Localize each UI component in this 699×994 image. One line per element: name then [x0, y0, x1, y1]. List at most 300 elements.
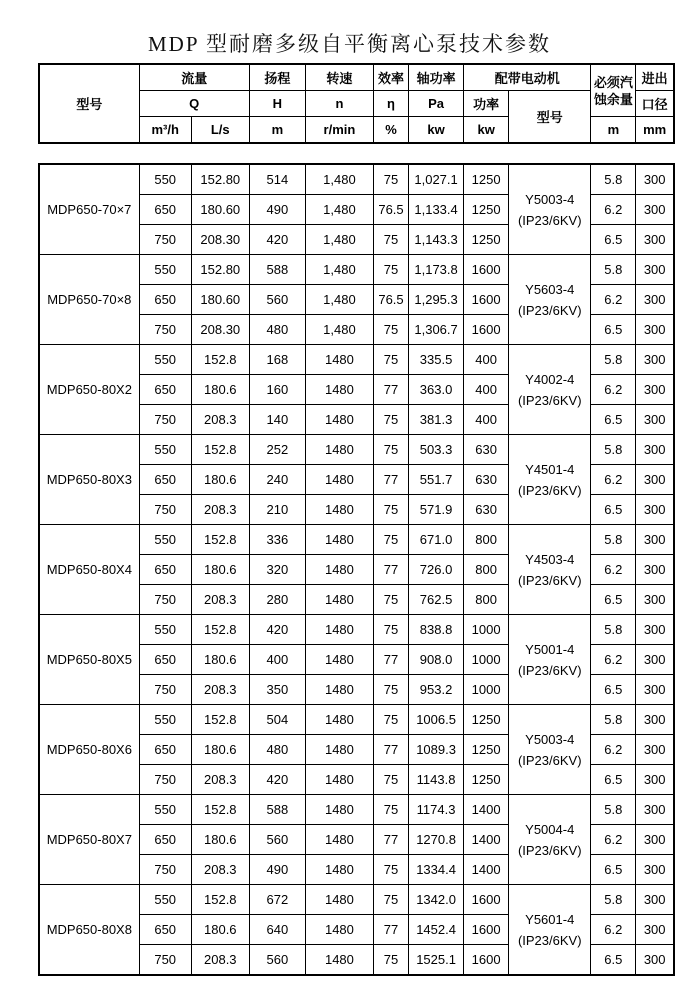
q-m3h-cell: 650	[139, 645, 191, 675]
n-cell: 1480	[305, 735, 373, 765]
h-cell: 588	[249, 255, 305, 285]
q-m3h-cell: 550	[139, 705, 191, 735]
kw-cell: 400	[464, 375, 509, 405]
q-m3h-cell: 650	[139, 735, 191, 765]
motor-frame-value: (IP23/6KV)	[517, 212, 582, 228]
pump-model-cell: MDP650-80X4	[39, 525, 139, 615]
n-cell: 1,480	[305, 195, 373, 225]
n-cell: 1480	[305, 945, 373, 976]
h-cell: 560	[249, 825, 305, 855]
kw-cell: 1600	[464, 255, 509, 285]
data-row	[39, 705, 674, 735]
n-cell: 1,480	[305, 255, 373, 285]
motor-model-cell	[509, 255, 591, 345]
data-row	[39, 435, 674, 465]
npsh-cell: 6.5	[591, 585, 636, 615]
n-cell: 1480	[305, 825, 373, 855]
npsh-cell: 6.5	[591, 855, 636, 885]
pa-cell: 1270.8	[409, 825, 464, 855]
kw-cell: 800	[464, 555, 509, 585]
eta-cell: 77	[373, 555, 408, 585]
n-cell: 1480	[305, 795, 373, 825]
kw-cell: 800	[464, 525, 509, 555]
eta-cell: 75	[373, 495, 408, 525]
h-cell: 560	[249, 285, 305, 315]
kw-cell: 1250	[464, 705, 509, 735]
q-ls-cell: 208.3	[191, 855, 249, 885]
n-cell: 1480	[305, 405, 373, 435]
motor-model-value: Y4501-4	[525, 461, 575, 477]
port-cell: 300	[636, 765, 674, 795]
eta-cell: 75	[373, 855, 408, 885]
n-cell: 1480	[305, 555, 373, 585]
q-ls-cell: 208.30	[191, 315, 249, 345]
eta-cell: 75	[373, 255, 408, 285]
npsh-cell: 6.2	[591, 375, 636, 405]
motor-model-value: Y5603-4	[525, 281, 575, 297]
npsh-cell: 6.5	[591, 765, 636, 795]
port-cell: 300	[636, 495, 674, 525]
pa-cell: 335.5	[409, 345, 464, 375]
port-cell: 300	[636, 645, 674, 675]
npsh-cell: 5.8	[591, 795, 636, 825]
pa-cell: 1,306.7	[409, 315, 464, 345]
h-cell: 640	[249, 915, 305, 945]
h-cell: 672	[249, 885, 305, 915]
q-ls-cell: 180.6	[191, 375, 249, 405]
q-ls-cell: 152.8	[191, 525, 249, 555]
q-ls-cell: 152.8	[191, 795, 249, 825]
port-cell: 300	[636, 855, 674, 885]
q-m3h-cell: 550	[139, 885, 191, 915]
eta-cell: 76.5	[373, 195, 408, 225]
pa-cell: 1,133.4	[409, 195, 464, 225]
q-m3h-cell: 750	[139, 585, 191, 615]
unit-efficiency: %	[373, 117, 408, 144]
port-cell: 300	[636, 555, 674, 585]
q-m3h-cell: 650	[139, 915, 191, 945]
col-header-port-line1: 进出	[636, 64, 674, 91]
q-ls-cell: 180.6	[191, 555, 249, 585]
h-cell: 280	[249, 585, 305, 615]
n-cell: 1480	[305, 675, 373, 705]
npsh-cell: 5.8	[591, 615, 636, 645]
pa-cell: 953.2	[409, 675, 464, 705]
q-m3h-cell: 750	[139, 315, 191, 345]
npsh-label-line1: 必须汽	[593, 74, 633, 90]
motor-model-value: Y4002-4	[525, 371, 575, 387]
eta-cell: 75	[373, 164, 408, 195]
motor-model-value: Y5001-4	[525, 641, 575, 657]
q-m3h-cell: 750	[139, 405, 191, 435]
npsh-cell: 6.2	[591, 915, 636, 945]
eta-cell: 75	[373, 945, 408, 976]
q-m3h-cell: 550	[139, 435, 191, 465]
data-row	[39, 525, 674, 555]
q-ls-cell: 180.6	[191, 825, 249, 855]
eta-cell: 75	[373, 765, 408, 795]
pa-cell: 1,173.8	[409, 255, 464, 285]
unit-motor-power: kw	[464, 117, 509, 144]
npsh-cell: 6.2	[591, 195, 636, 225]
motor-frame-value: (IP23/6KV)	[517, 482, 582, 498]
unit-speed: r/min	[305, 117, 373, 144]
port-cell: 300	[636, 735, 674, 765]
unit-flow-ls: L/s	[191, 117, 249, 144]
kw-cell: 1250	[464, 225, 509, 255]
unit-flow-m3h: m³/h	[139, 117, 191, 144]
h-cell: 160	[249, 375, 305, 405]
kw-cell: 1250	[464, 195, 509, 225]
h-cell: 168	[249, 345, 305, 375]
kw-cell: 1600	[464, 915, 509, 945]
q-ls-cell: 208.3	[191, 405, 249, 435]
eta-cell: 77	[373, 915, 408, 945]
kw-cell: 1600	[464, 945, 509, 976]
npsh-cell: 6.2	[591, 645, 636, 675]
h-cell: 350	[249, 675, 305, 705]
n-cell: 1480	[305, 465, 373, 495]
motor-model-value: Y4503-4	[525, 551, 575, 567]
pump-model-cell: MDP650-80X7	[39, 795, 139, 885]
q-ls-cell: 152.8	[191, 885, 249, 915]
pa-cell: 908.0	[409, 645, 464, 675]
pump-model-cell: MDP650-80X6	[39, 705, 139, 795]
unit-npsh: m	[591, 117, 636, 144]
eta-cell: 77	[373, 735, 408, 765]
pa-cell: 381.3	[409, 405, 464, 435]
n-cell: 1480	[305, 855, 373, 885]
port-cell: 300	[636, 915, 674, 945]
q-ls-cell: 180.6	[191, 915, 249, 945]
motor-frame-value: (IP23/6KV)	[517, 842, 582, 858]
h-cell: 504	[249, 705, 305, 735]
col-header-efficiency-symbol: η	[373, 91, 408, 117]
q-ls-cell: 208.3	[191, 945, 249, 976]
pump-model-cell: MDP650-80X3	[39, 435, 139, 525]
port-cell: 300	[636, 885, 674, 915]
n-cell: 1480	[305, 585, 373, 615]
col-header-flow: 流量	[139, 64, 249, 91]
npsh-cell: 6.5	[591, 495, 636, 525]
pa-cell: 1143.8	[409, 765, 464, 795]
port-cell: 300	[636, 795, 674, 825]
q-ls-cell: 152.80	[191, 255, 249, 285]
h-cell: 480	[249, 735, 305, 765]
pa-cell: 551.7	[409, 465, 464, 495]
q-m3h-cell: 750	[139, 855, 191, 885]
q-ls-cell: 180.60	[191, 285, 249, 315]
port-cell: 300	[636, 285, 674, 315]
h-cell: 420	[249, 765, 305, 795]
pa-cell: 1089.3	[409, 735, 464, 765]
page-title: MDP 型耐磨多级自平衡离心泵技术参数	[148, 32, 551, 56]
q-ls-cell: 180.6	[191, 465, 249, 495]
data-row	[39, 164, 674, 195]
eta-cell: 77	[373, 645, 408, 675]
q-m3h-cell: 550	[139, 255, 191, 285]
motor-model-value: Y5003-4	[525, 191, 575, 207]
n-cell: 1,480	[305, 225, 373, 255]
q-m3h-cell: 750	[139, 675, 191, 705]
h-cell: 480	[249, 315, 305, 345]
h-cell: 588	[249, 795, 305, 825]
kw-cell: 630	[464, 435, 509, 465]
eta-cell: 75	[373, 615, 408, 645]
motor-frame-value: (IP23/6KV)	[517, 662, 582, 678]
h-cell: 400	[249, 645, 305, 675]
pump-model-cell: MDP650-80X8	[39, 885, 139, 976]
eta-cell: 77	[373, 465, 408, 495]
port-cell: 300	[636, 255, 674, 285]
n-cell: 1480	[305, 435, 373, 465]
eta-cell: 75	[373, 705, 408, 735]
motor-frame-value: (IP23/6KV)	[517, 572, 582, 588]
pump-model-cell: MDP650-80X5	[39, 615, 139, 705]
q-m3h-cell: 750	[139, 495, 191, 525]
motor-model-cell	[509, 435, 591, 525]
pa-cell: 1006.5	[409, 705, 464, 735]
kw-cell: 1400	[464, 795, 509, 825]
port-cell: 300	[636, 225, 674, 255]
h-cell: 490	[249, 195, 305, 225]
q-m3h-cell: 550	[139, 164, 191, 195]
q-m3h-cell: 550	[139, 525, 191, 555]
col-header-model: 型号	[39, 64, 139, 143]
header-row-1	[39, 64, 674, 91]
port-cell: 300	[636, 825, 674, 855]
kw-cell: 630	[464, 495, 509, 525]
eta-cell: 75	[373, 225, 408, 255]
kw-cell: 1000	[464, 645, 509, 675]
q-m3h-cell: 650	[139, 375, 191, 405]
npsh-cell: 6.2	[591, 735, 636, 765]
kw-cell: 630	[464, 465, 509, 495]
n-cell: 1480	[305, 495, 373, 525]
kw-cell: 1000	[464, 675, 509, 705]
q-m3h-cell: 750	[139, 765, 191, 795]
col-header-port-line2: 口径	[636, 91, 674, 117]
motor-model-value: Y5003-4	[525, 731, 575, 747]
motor-frame-value: (IP23/6KV)	[517, 392, 582, 408]
pa-cell: 726.0	[409, 555, 464, 585]
data-row	[39, 795, 674, 825]
h-cell: 560	[249, 945, 305, 976]
motor-frame-value: (IP23/6KV)	[517, 752, 582, 768]
npsh-cell: 6.2	[591, 465, 636, 495]
col-header-efficiency: 效率	[373, 64, 408, 91]
kw-cell: 1600	[464, 315, 509, 345]
motor-frame-value: (IP23/6KV)	[517, 302, 582, 318]
data-row	[39, 345, 674, 375]
npsh-cell: 6.5	[591, 945, 636, 976]
eta-cell: 75	[373, 675, 408, 705]
col-header-motor: 配带电动机	[464, 64, 591, 91]
data-row	[39, 885, 674, 915]
port-cell: 300	[636, 945, 674, 976]
port-cell: 300	[636, 315, 674, 345]
pa-cell: 1334.4	[409, 855, 464, 885]
data-row	[39, 615, 674, 645]
npsh-cell: 5.8	[591, 705, 636, 735]
q-ls-cell: 180.6	[191, 735, 249, 765]
pa-cell: 503.3	[409, 435, 464, 465]
n-cell: 1,480	[305, 164, 373, 195]
npsh-cell: 6.5	[591, 405, 636, 435]
q-m3h-cell: 650	[139, 825, 191, 855]
col-header-speed: 转速	[305, 64, 373, 91]
n-cell: 1480	[305, 375, 373, 405]
pa-cell: 363.0	[409, 375, 464, 405]
q-ls-cell: 208.30	[191, 225, 249, 255]
col-header-shaft-power: 轴功率	[409, 64, 464, 91]
h-cell: 336	[249, 525, 305, 555]
port-cell: 300	[636, 705, 674, 735]
port-cell: 300	[636, 195, 674, 225]
q-ls-cell: 152.8	[191, 345, 249, 375]
header-table	[38, 63, 675, 144]
kw-cell: 1250	[464, 164, 509, 195]
n-cell: 1480	[305, 645, 373, 675]
col-header-speed-symbol: n	[305, 91, 373, 117]
kw-cell: 1250	[464, 735, 509, 765]
pa-cell: 1,295.3	[409, 285, 464, 315]
kw-cell: 400	[464, 345, 509, 375]
npsh-cell: 6.5	[591, 225, 636, 255]
n-cell: 1480	[305, 615, 373, 645]
eta-cell: 77	[373, 375, 408, 405]
q-ls-cell: 152.80	[191, 164, 249, 195]
eta-cell: 75	[373, 585, 408, 615]
n-cell: 1480	[305, 705, 373, 735]
q-ls-cell: 208.3	[191, 675, 249, 705]
data-row	[39, 255, 674, 285]
npsh-cell: 5.8	[591, 345, 636, 375]
npsh-cell: 6.2	[591, 285, 636, 315]
eta-cell: 75	[373, 795, 408, 825]
unit-port: mm	[636, 117, 674, 144]
pump-model-cell: MDP650-70×7	[39, 164, 139, 255]
h-cell: 490	[249, 855, 305, 885]
kw-cell: 1600	[464, 285, 509, 315]
kw-cell: 800	[464, 585, 509, 615]
n-cell: 1,480	[305, 285, 373, 315]
q-m3h-cell: 650	[139, 555, 191, 585]
motor-model-cell	[509, 525, 591, 615]
eta-cell: 75	[373, 435, 408, 465]
port-cell: 300	[636, 164, 674, 195]
port-cell: 300	[636, 405, 674, 435]
h-cell: 320	[249, 555, 305, 585]
q-ls-cell: 152.8	[191, 435, 249, 465]
col-header-flow-symbol: Q	[139, 91, 249, 117]
npsh-cell: 6.2	[591, 555, 636, 585]
npsh-cell: 5.8	[591, 435, 636, 465]
kw-cell: 1400	[464, 855, 509, 885]
port-cell: 300	[636, 375, 674, 405]
n-cell: 1480	[305, 525, 373, 555]
pa-cell: 1452.4	[409, 915, 464, 945]
pa-cell: 1,143.3	[409, 225, 464, 255]
q-ls-cell: 208.3	[191, 765, 249, 795]
eta-cell: 77	[373, 825, 408, 855]
pa-cell: 571.9	[409, 495, 464, 525]
port-cell: 300	[636, 345, 674, 375]
q-m3h-cell: 550	[139, 615, 191, 645]
motor-model-cell	[509, 615, 591, 705]
port-cell: 300	[636, 585, 674, 615]
npsh-label-line2: 蚀余量	[593, 91, 633, 107]
h-cell: 420	[249, 615, 305, 645]
motor-model-cell	[509, 885, 591, 976]
motor-model-value: Y5004-4	[525, 821, 575, 837]
h-cell: 514	[249, 164, 305, 195]
n-cell: 1,480	[305, 315, 373, 345]
n-cell: 1480	[305, 765, 373, 795]
eta-cell: 75	[373, 315, 408, 345]
npsh-cell: 5.8	[591, 164, 636, 195]
kw-cell: 400	[464, 405, 509, 435]
n-cell: 1480	[305, 345, 373, 375]
kw-cell: 1600	[464, 885, 509, 915]
npsh-cell: 5.8	[591, 525, 636, 555]
motor-model-value: Y5601-4	[525, 911, 575, 927]
pa-cell: 1174.3	[409, 795, 464, 825]
q-m3h-cell: 650	[139, 465, 191, 495]
eta-cell: 76.5	[373, 285, 408, 315]
col-header-motor-power: 功率	[464, 91, 509, 117]
q-m3h-cell: 650	[139, 285, 191, 315]
npsh-cell: 5.8	[591, 885, 636, 915]
kw-cell: 1000	[464, 615, 509, 645]
q-ls-cell: 180.6	[191, 645, 249, 675]
eta-cell: 75	[373, 885, 408, 915]
q-ls-cell: 152.8	[191, 615, 249, 645]
pa-cell: 762.5	[409, 585, 464, 615]
q-ls-cell: 208.3	[191, 585, 249, 615]
pa-cell: 838.8	[409, 615, 464, 645]
motor-frame-value: (IP23/6KV)	[517, 932, 582, 948]
pump-model-cell: MDP650-70×8	[39, 255, 139, 345]
n-cell: 1480	[305, 915, 373, 945]
q-m3h-cell: 650	[139, 195, 191, 225]
motor-model-cell	[509, 795, 591, 885]
port-cell: 300	[636, 525, 674, 555]
motor-model-cell	[509, 705, 591, 795]
kw-cell: 1250	[464, 765, 509, 795]
col-header-npsh	[591, 64, 636, 117]
q-m3h-cell: 550	[139, 345, 191, 375]
kw-cell: 1400	[464, 825, 509, 855]
q-ls-cell: 208.3	[191, 495, 249, 525]
h-cell: 140	[249, 405, 305, 435]
port-cell: 300	[636, 675, 674, 705]
h-cell: 252	[249, 435, 305, 465]
port-cell: 300	[636, 435, 674, 465]
h-cell: 420	[249, 225, 305, 255]
q-ls-cell: 180.60	[191, 195, 249, 225]
npsh-cell: 6.2	[591, 825, 636, 855]
h-cell: 240	[249, 465, 305, 495]
q-m3h-cell: 750	[139, 945, 191, 976]
unit-shaft-power: kw	[409, 117, 464, 144]
eta-cell: 75	[373, 525, 408, 555]
n-cell: 1480	[305, 885, 373, 915]
pa-cell: 1525.1	[409, 945, 464, 976]
col-header-motor-model: 型号	[509, 91, 591, 144]
h-cell: 210	[249, 495, 305, 525]
port-cell: 300	[636, 465, 674, 495]
